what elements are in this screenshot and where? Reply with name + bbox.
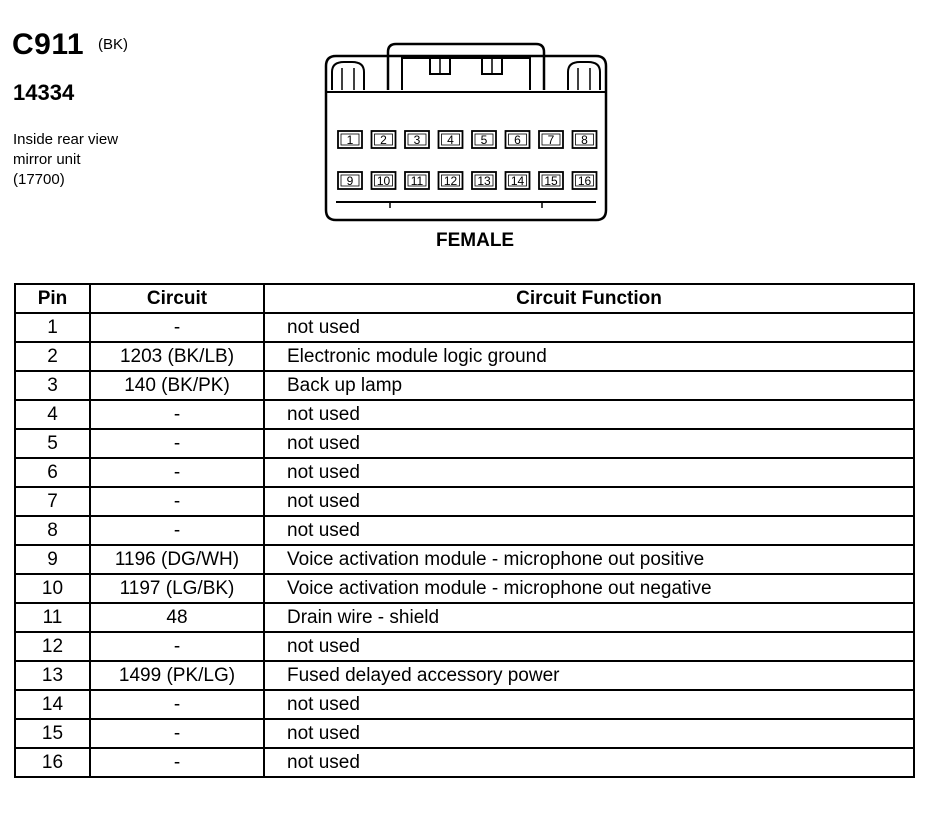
function-cell: Electronic module logic ground xyxy=(264,342,914,371)
pin-cell: 6 xyxy=(15,458,90,487)
pin-cell: 12 xyxy=(15,632,90,661)
pin-cell: 9 xyxy=(15,545,90,574)
circuit-cell: - xyxy=(90,400,264,429)
pin-cell: 7 xyxy=(15,487,90,516)
pin-number-label: 7 xyxy=(547,133,555,147)
table-row xyxy=(15,429,914,458)
description-line: (17700) xyxy=(13,171,65,188)
pin-cavity xyxy=(506,172,530,189)
connector-body xyxy=(326,56,606,220)
pin-number-label: 15 xyxy=(544,174,558,188)
pin-number-label: 12 xyxy=(443,174,458,188)
function-cell: not used xyxy=(264,690,914,719)
header-pin: Pin xyxy=(15,284,90,313)
pin-cavity xyxy=(338,172,362,189)
pin-number-label: 9 xyxy=(346,174,354,188)
circuit-cell: - xyxy=(90,632,264,661)
circuit-cell: 1499 (PK/LG) xyxy=(90,661,264,690)
table-row xyxy=(15,661,914,690)
pin-cavity xyxy=(405,131,429,148)
table-row xyxy=(15,458,914,487)
part-number: 14334 xyxy=(13,80,75,105)
function-cell: not used xyxy=(264,400,914,429)
pin-number-label: 10 xyxy=(376,174,391,188)
circuit-cell: 1197 (LG/BK) xyxy=(90,574,264,603)
function-cell: not used xyxy=(264,429,914,458)
table-row xyxy=(15,603,914,632)
function-cell: not used xyxy=(264,719,914,748)
connector-code: C911 xyxy=(12,28,85,61)
table-row xyxy=(15,748,914,777)
pin-cell: 1 xyxy=(15,313,90,342)
table-row xyxy=(15,516,914,545)
pin-number-label: 1 xyxy=(346,133,354,147)
pin-cell: 16 xyxy=(15,748,90,777)
pin-cavity xyxy=(439,131,463,148)
pin-cavity xyxy=(573,172,597,189)
pin-number-label: 14 xyxy=(510,174,525,188)
pin-number-label: 3 xyxy=(413,133,421,147)
pin-cell: 13 xyxy=(15,661,90,690)
table-row xyxy=(15,371,914,400)
pin-cavity xyxy=(372,131,396,148)
circuit-cell: - xyxy=(90,487,264,516)
pin-cell: 2 xyxy=(15,342,90,371)
circuit-cell: - xyxy=(90,719,264,748)
left-rib xyxy=(332,62,364,90)
function-cell: Fused delayed accessory power xyxy=(264,661,914,690)
pin-cavity xyxy=(439,172,463,189)
pin-cavity xyxy=(539,131,563,148)
bottom-pin-row xyxy=(338,172,597,189)
connector-color: (BK) xyxy=(98,36,128,53)
table-row xyxy=(15,313,914,342)
header-circuit: Circuit xyxy=(90,284,264,313)
pin-cavity xyxy=(573,131,597,148)
function-cell: not used xyxy=(264,516,914,545)
pin-cell: 10 xyxy=(15,574,90,603)
circuit-cell: - xyxy=(90,458,264,487)
function-cell: not used xyxy=(264,458,914,487)
table-row xyxy=(15,342,914,371)
circuit-cell: - xyxy=(90,690,264,719)
connector-latch xyxy=(388,44,544,90)
table-header-row xyxy=(15,284,914,313)
function-cell: not used xyxy=(264,748,914,777)
pin-cell: 11 xyxy=(15,603,90,632)
function-cell: not used xyxy=(264,313,914,342)
pin-number-label: 2 xyxy=(380,133,387,147)
pin-cell: 14 xyxy=(15,690,90,719)
connector-face-diagram xyxy=(318,38,614,224)
pin-cavity xyxy=(338,131,362,148)
pin-cavity xyxy=(372,172,396,189)
circuit-cell: - xyxy=(90,429,264,458)
header-function: Circuit Function xyxy=(264,284,914,313)
function-cell: not used xyxy=(264,632,914,661)
function-cell: Voice activation module - microphone out positive xyxy=(264,545,914,574)
function-cell: Drain wire - shield xyxy=(264,603,914,632)
table-row xyxy=(15,719,914,748)
table-row xyxy=(15,574,914,603)
table-row xyxy=(15,487,914,516)
pin-number-label: 8 xyxy=(581,133,588,147)
pin-cavity xyxy=(539,172,563,189)
pinout-table xyxy=(14,283,915,778)
pin-number-label: 4 xyxy=(447,133,454,147)
pin-number-label: 11 xyxy=(410,174,424,188)
pin-cavity xyxy=(405,172,429,189)
function-cell: Back up lamp xyxy=(264,371,914,400)
pin-cell: 15 xyxy=(15,719,90,748)
table-row xyxy=(15,632,914,661)
table-row xyxy=(15,690,914,719)
pin-number-label: 6 xyxy=(514,133,521,147)
table-row xyxy=(15,400,914,429)
circuit-cell: - xyxy=(90,516,264,545)
top-pin-row xyxy=(338,131,597,148)
pin-number-label: 13 xyxy=(477,174,491,188)
function-cell: not used xyxy=(264,487,914,516)
pin-number-label: 5 xyxy=(480,133,488,147)
connector-description xyxy=(13,130,118,190)
function-cell: Voice activation module - microphone out negative xyxy=(264,574,914,603)
table-row xyxy=(15,545,914,574)
pin-cell: 8 xyxy=(15,516,90,545)
right-rib xyxy=(568,62,600,90)
description-line: mirror unit xyxy=(13,151,81,168)
pin-cell: 4 xyxy=(15,400,90,429)
circuit-cell: 140 (BK/PK) xyxy=(90,371,264,400)
circuit-cell: 1196 (DG/WH) xyxy=(90,545,264,574)
circuit-cell: 48 xyxy=(90,603,264,632)
pin-cavity xyxy=(472,172,496,189)
pin-cavity xyxy=(506,131,530,148)
description-line: Inside rear view xyxy=(13,131,119,148)
circuit-cell: - xyxy=(90,313,264,342)
pin-number-label: 16 xyxy=(577,174,592,188)
circuit-cell: - xyxy=(90,748,264,777)
pin-cell: 5 xyxy=(15,429,90,458)
pin-cell: 3 xyxy=(15,371,90,400)
pin-cavity xyxy=(472,131,496,148)
circuit-cell: 1203 (BK/LB) xyxy=(90,342,264,371)
connector-gender: FEMALE xyxy=(436,230,515,251)
